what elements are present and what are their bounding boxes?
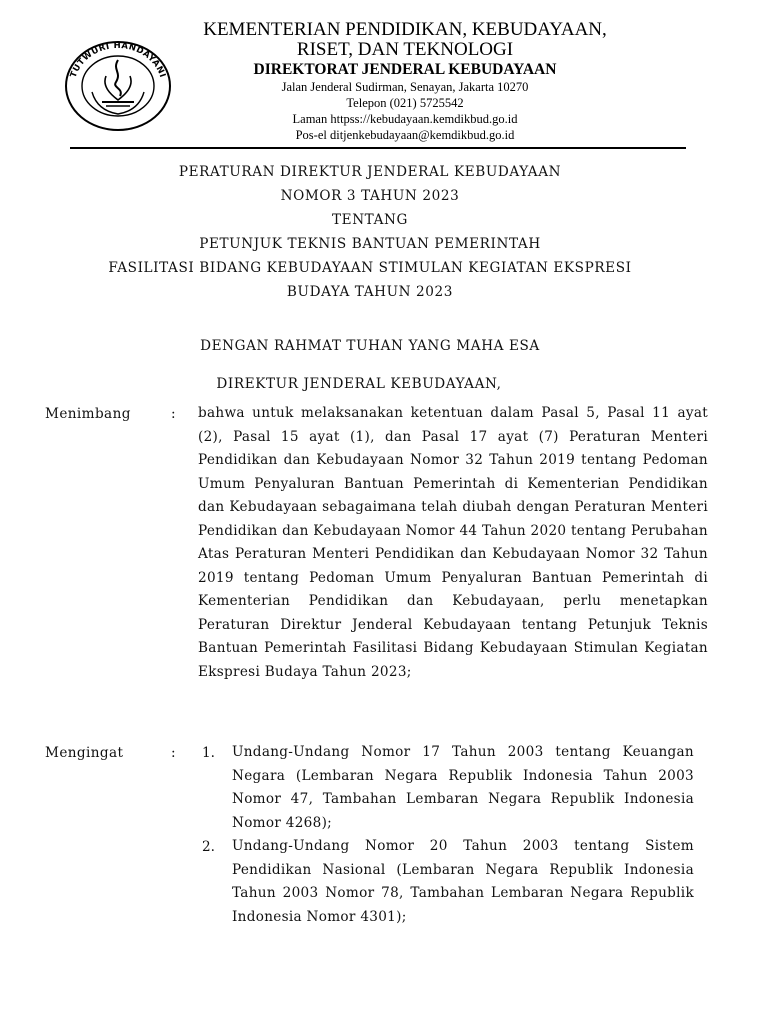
mengingat-item-1-number: 1. bbox=[202, 745, 215, 761]
title-line-4: PETUNJUK TEKNIS BANTUAN PEMERINTAH bbox=[199, 236, 541, 252]
title-line-5: FASILITASI BIDANG KEBUDAYAAN STIMULAN KEGIATAN EKSPRESI bbox=[108, 260, 632, 276]
directorate-name: DIREKTORAT JENDERAL KEBUDAYAAN bbox=[253, 61, 557, 78]
mengingat-item-2-number: 2. bbox=[202, 839, 215, 855]
mengingat-label: Mengingat bbox=[45, 745, 124, 761]
mengingat-item-2-text: Undang-Undang Nomor 20 Tahun 2003 tentang Sistem Pendidikan Nasional (Lembaran Negara Republik Indonesia Tahun 2003 Nomor 78, Tambahan Lembaran Negara Republik Indonesia Nomor 4301); bbox=[232, 838, 694, 925]
phone: Telepon (021) 5725542 bbox=[346, 96, 464, 110]
menimbang-colon: : bbox=[171, 406, 176, 422]
spacer bbox=[40, 304, 700, 328]
blessing: DENGAN RAHMAT TUHAN YANG MAHA ESA bbox=[200, 338, 540, 354]
address: Jalan Jenderal Sudirman, Senayan, Jakarta 10270 bbox=[281, 80, 529, 94]
spacer bbox=[40, 358, 700, 372]
tut-wuri-handayani-emblem-icon bbox=[62, 36, 174, 132]
logo-motto: TUTWURI HANDAYANI bbox=[68, 40, 168, 80]
mengingat-colon: : bbox=[171, 745, 176, 761]
mengingat-item-1-text: Undang-Undang Nomor 17 Tahun 2003 tentang Keuangan Negara (Lembaran Negara Republik Indonesia Tahun 2003 Nomor 47, Tambahan Lembaran Negara Republik Indonesia Nomor 4268); bbox=[232, 744, 694, 831]
title-line-2: NOMOR 3 TAHUN 2023 bbox=[280, 188, 460, 204]
title-line-3: TENTANG bbox=[332, 212, 408, 228]
ministry-name-line-1: KEMENTERIAN PENDIDIKAN, KEBUDAYAAN, bbox=[203, 19, 607, 40]
website: Laman httpss://kebudayaan.kemdikbud.go.id bbox=[292, 112, 518, 126]
official-title: DIREKTUR JENDERAL KEBUDAYAAN, bbox=[216, 376, 502, 392]
letterhead bbox=[185, 20, 625, 143]
letterhead-divider bbox=[70, 147, 686, 149]
regulation-title bbox=[40, 160, 700, 396]
email: Pos-el ditjenkebudayaan@kemdikbud.go.id bbox=[295, 128, 515, 142]
title-line-6: BUDAYA TAHUN 2023 bbox=[286, 284, 454, 300]
menimbang-label: Menimbang bbox=[45, 406, 131, 422]
title-line-1: PERATURAN DIREKTUR JENDERAL KEBUDAYAAN bbox=[178, 164, 562, 180]
menimbang-text: bahwa untuk melaksanakan ketentuan dalam Pasal 5, Pasal 11 ayat (2), Pasal 15 ayat (1), dan Pasal 17 ayat (7) Peraturan Menteri Pendidikan dan Kebudayaan Nomor 32 Tahun 2019 tentang Pedoman Umum Penyaluran Bantuan Pemerintah di Kementerian Pendidikan dan Kebudayaan sebagaimana telah diubah dengan Peraturan Menteri Pendidikan dan Kebudayaan Nomor 44 Tahun 2020 tentang Perubahan Atas Peraturan Menteri Pendidikan dan Kebudayaan Nomor 32 Tahun 2019 tentang Pedoman Umum Penyaluran Bantuan Pemerintah di Kementerian Pendidikan dan Kebudayaan, perlu menetapkan Peraturan Direktur Jenderal Kebudayaan tentang Petunjuk Teknis Bantuan Pemerintah Fasilitasi Bidang Kebudayaan Stimulan Kegiatan Ekspresi Budaya Tahun 2023; bbox=[198, 405, 708, 680]
ministry-name-line-2: RISET, DAN TEKNOLOGI bbox=[296, 39, 514, 60]
